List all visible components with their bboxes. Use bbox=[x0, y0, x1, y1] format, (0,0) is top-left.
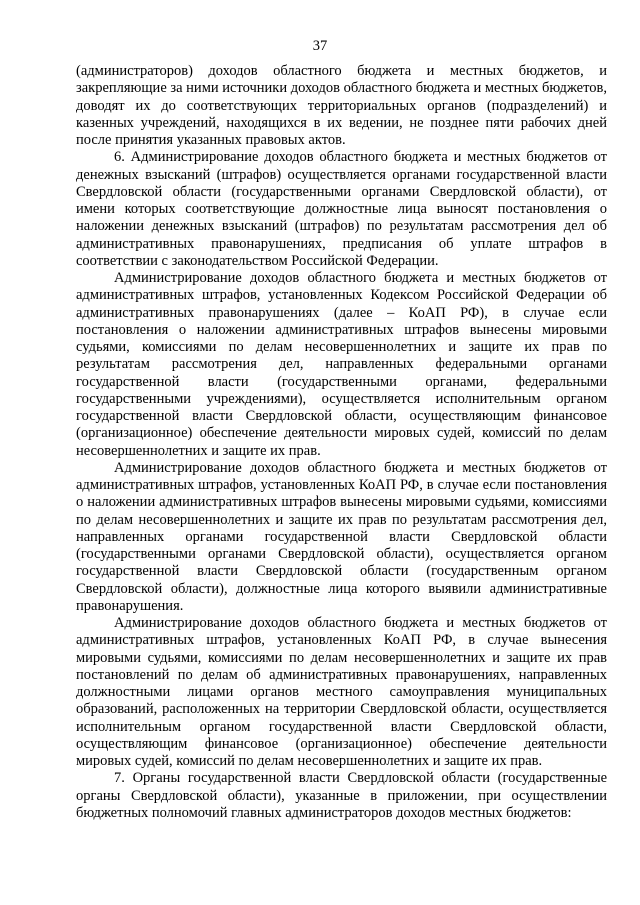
paragraph-federal-fines: Администрирование доходов областного бюджета и местных бюджетов от административных штрафов, установленных Кодексом Российской Федерации об административных правонарушениях (далее – КоАП РФ), в случае если постановления о наложении административных штрафов вынесены мировыми судьями, комиссиями по делам несовершеннолетних и защите их прав по результатам рассмотрения дел, направленных федеральными органами государственной власти (государственными органами, федеральными государственными учреждениями), осуществляется исполнительным органом государственной власти Свердловской области, осуществляющим финансовое (организационное) обеспечение деятельности мировых судей, комиссий по делам несовершеннолетних и защите их прав. bbox=[76, 270, 607, 459]
document-body bbox=[76, 63, 607, 822]
paragraph-continuation: (администраторов) доходов областного бюджета и местных бюджетов, и закрепляющие за ними источники доходов областного бюджета и местных бюджетов, доводят их до соответствующих территориальных органов (подразделений) и казенных учреждений, находящихся в их ведении, не позднее пяти рабочих дней после принятия указанных правовых актов. bbox=[76, 63, 607, 148]
paragraph-item-7: 7. Органы государственной власти Свердловской области (государственные органы Свердловской области), указанные в приложении, при осуществлении бюджетных полномочий главных администраторов доходов местных бюджетов: bbox=[76, 770, 607, 821]
paragraph-regional-fines: Администрирование доходов областного бюджета и местных бюджетов от административных штрафов, установленных КоАП РФ, в случае если постановления о наложении административных штрафов вынесены мировыми судьями, комиссиями по делам несовершеннолетних и защите их прав по результатам рассмотрения дел, направленных органами государственной власти Свердловской области (государственными органами Свердловской области), осуществляется органом государственной власти Свердловской области (государственным органом Свердловской области), должностные лица которого выявили административные правонарушения. bbox=[76, 459, 607, 614]
paragraph-item-6: 6. Администрирование доходов областного бюджета и местных бюджетов от денежных взысканий (штрафов) осуществляется органами государственной власти Свердловской области (государственными органами Свердловской области), от имени которых соответствующие должностные лица выносят постановления о наложении денежных взысканий (штрафов) по результатам рассмотрения дел об административных правонарушениях, предписания об уплате штрафов в соответствии с законодательством Российской Федерации. bbox=[76, 149, 607, 269]
paragraph-municipal-fines: Администрирование доходов областного бюджета и местных бюджетов от административных штрафов, установленных КоАП РФ, в случае вынесения мировыми судьями, комиссиями по делам несовершеннолетних и защите их прав постановлений по делам об административных правонарушениях, направленных должностными лицами органов местного самоуправления муниципальных образований, расположенных на территории Свердловской области, осуществляется исполнительным органом государственной власти Свердловской области, осуществляющим финансовое (организационное) обеспечение деятельности мировых судей, комиссий по делам несовершеннолетних и защите их прав. bbox=[76, 615, 607, 769]
page-number: 37 bbox=[312, 38, 328, 54]
